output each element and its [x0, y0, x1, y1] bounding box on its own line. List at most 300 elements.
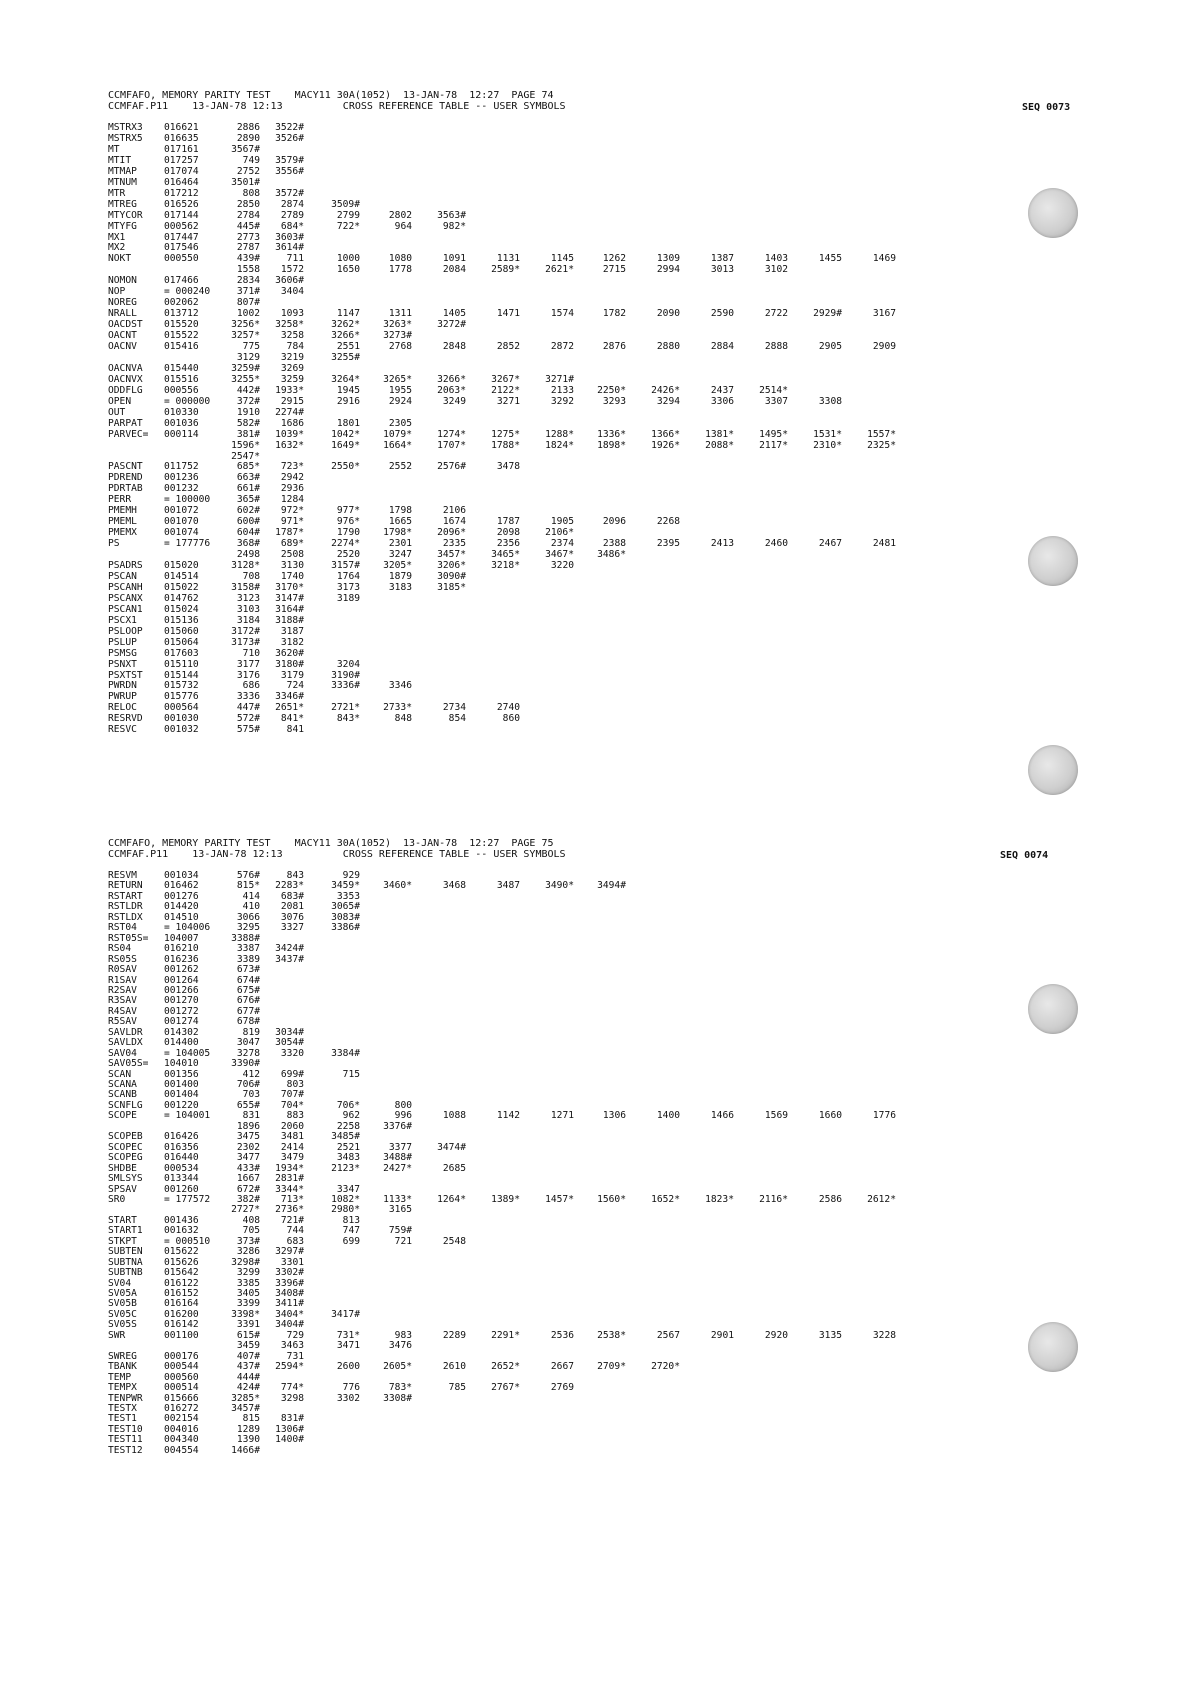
symbol-value: 016164 — [164, 1298, 199, 1310]
symbol-value: 017257 — [164, 154, 199, 166]
reference-line-number: 3173# — [231, 636, 260, 648]
reference-line-number: 1309 — [656, 253, 680, 265]
binder-hole-4 — [1028, 984, 1078, 1034]
reference-line-number: 3066 — [236, 911, 260, 923]
symbol-value: 000550 — [164, 253, 199, 265]
reference-line-number: 3295 — [236, 922, 260, 934]
reference-line-number: 655# — [236, 1099, 260, 1111]
reference-line-number: 1898* — [597, 439, 626, 451]
symbol-name: SCNFLG — [108, 1099, 143, 1111]
reference-line-number: 3459* — [331, 880, 360, 892]
reference-line-number: 442# — [236, 384, 260, 396]
reference-line-number: 2831# — [275, 1173, 304, 1185]
symbol-value: 016426 — [164, 1131, 199, 1143]
reference-line-number: 3176 — [236, 669, 260, 681]
reference-line-number: 1557* — [867, 428, 896, 440]
reference-line-number: 686 — [242, 680, 260, 692]
reference-line-number: 3474# — [437, 1141, 466, 1153]
symbol-name: OACNV — [108, 341, 137, 352]
reference-line-number: 1824* — [545, 439, 574, 451]
reference-line-number: 676# — [236, 995, 260, 1007]
reference-line-number: 2848 — [442, 341, 466, 352]
reference-line-number: 3090# — [437, 570, 466, 582]
reference-line-number: 807# — [236, 297, 260, 309]
reference-line-number: 1776 — [872, 1110, 896, 1122]
reference-line-number: 2426* — [651, 384, 680, 396]
reference-line-number: 2520 — [336, 549, 360, 561]
reference-line-number: 2283* — [275, 880, 304, 892]
reference-line-number: 2413 — [710, 538, 734, 550]
page-header-line1: CCMFAFO, MEMORY PARITY TEST MACY11 30A(1052) 13-JAN-78 12:27 PAGE 74 — [108, 90, 554, 101]
symbol-value: 001100 — [164, 1329, 199, 1341]
symbol-name: RSTART — [108, 890, 143, 902]
reference-line-number: 705 — [242, 1225, 260, 1237]
reference-line-number: 3481 — [280, 1131, 304, 1143]
symbol-value: 000114 — [164, 428, 199, 440]
reference-line-number: 706# — [236, 1079, 260, 1090]
reference-line-number: 3183 — [388, 581, 412, 593]
symbol-value: 000562 — [164, 220, 199, 232]
symbol-value: 014420 — [164, 901, 199, 913]
reference-line-number: 759# — [388, 1225, 412, 1237]
reference-line-number: 437# — [236, 1361, 260, 1373]
reference-line-number: 747 — [342, 1225, 360, 1237]
symbol-name: TEST12 — [108, 1444, 143, 1456]
reference-line-number: 3302 — [336, 1392, 360, 1404]
symbol-value: 000544 — [164, 1361, 199, 1373]
reference-line-number: 2106 — [442, 505, 466, 517]
reference-line-number: 2498 — [236, 549, 260, 561]
symbol-value: 015626 — [164, 1256, 199, 1268]
reference-line-number: 1798 — [388, 505, 412, 517]
reference-line-number: 3346# — [275, 691, 304, 703]
reference-line-number: 3308# — [383, 1392, 412, 1404]
reference-line-number: 2929# — [813, 308, 842, 320]
reference-line-number: 3302# — [275, 1267, 304, 1279]
symbol-name: TBANK — [108, 1361, 137, 1373]
reference-line-number: 3388# — [231, 932, 260, 944]
reference-line-number: 3205* — [383, 560, 412, 571]
reference-line-number: 2117* — [759, 439, 788, 451]
reference-line-number: 996 — [394, 1110, 412, 1122]
symbol-name: SCOPEB — [108, 1131, 143, 1143]
reference-line-number: 3411# — [275, 1298, 304, 1310]
reference-line-number: 1905 — [550, 516, 574, 528]
reference-line-number: 1574 — [550, 308, 574, 320]
symbol-name: PDREND — [108, 472, 143, 484]
symbol-name: TEST1 — [108, 1413, 137, 1425]
reference-line-number: 1390 — [236, 1434, 260, 1446]
symbol-value: 000556 — [164, 384, 199, 396]
reference-line-number: 2621* — [545, 264, 574, 276]
symbol-value: 014762 — [164, 592, 199, 604]
reference-line-number: 3353 — [336, 890, 360, 902]
symbol-value: 015520 — [164, 319, 199, 331]
symbol-name: PSXTST — [108, 669, 143, 681]
symbol-name: SWR — [108, 1329, 126, 1341]
reference-line-number: 445# — [236, 220, 260, 232]
symbol-value: 001400 — [164, 1079, 199, 1090]
reference-line-number: 1933* — [275, 384, 304, 396]
reference-line-number: 883 — [286, 1110, 304, 1122]
reference-line-number: 2301 — [388, 538, 412, 550]
reference-line-number: 3478 — [496, 461, 520, 473]
reference-line-number: 3391 — [236, 1319, 260, 1331]
symbol-value: 010330 — [164, 406, 199, 418]
reference-line-number: 724 — [286, 680, 304, 692]
reference-line-number: 1650 — [336, 264, 360, 276]
reference-line-number: 444# — [236, 1371, 260, 1383]
reference-line-number: 962 — [342, 1110, 360, 1122]
reference-line-number: 382# — [236, 1193, 260, 1205]
reference-line-number: 2667 — [550, 1361, 574, 1373]
symbol-value: 016236 — [164, 953, 199, 965]
reference-line-number: 710 — [242, 647, 260, 659]
reference-line-number: 1403 — [764, 253, 788, 265]
symbol-name: PSCAN1 — [108, 603, 143, 615]
reference-line-number: 721# — [280, 1214, 304, 1226]
symbol-name: PMEML — [108, 516, 137, 528]
reference-line-number: 1381* — [705, 428, 734, 440]
reference-line-number: 2915 — [280, 395, 304, 407]
symbol-value: 016142 — [164, 1319, 199, 1331]
symbol-value: 015516 — [164, 373, 199, 385]
reference-line-number: 3483 — [336, 1152, 360, 1164]
symbol-name: MSTRX5 — [108, 132, 143, 144]
symbol-value: 001220 — [164, 1099, 199, 1111]
reference-line-number: 3344* — [275, 1183, 304, 1195]
reference-line-number: 3256* — [231, 319, 260, 331]
reference-line-number: 1079* — [383, 428, 412, 440]
symbol-value: 000564 — [164, 702, 199, 714]
reference-line-number: 3385 — [236, 1277, 260, 1289]
reference-line-number: 1284 — [280, 494, 304, 506]
reference-line-number: 447# — [236, 702, 260, 714]
reference-line-number: 3204 — [336, 658, 360, 670]
symbol-name: SAVLDX — [108, 1037, 143, 1049]
reference-line-number: 2388 — [602, 538, 626, 550]
symbol-name: MTYFG — [108, 220, 137, 232]
reference-line-number: 3187 — [280, 625, 304, 637]
reference-line-number: 1289 — [236, 1423, 260, 1435]
reference-line-number: 3258* — [275, 319, 304, 331]
reference-line-number: 3486* — [597, 549, 626, 561]
reference-line-number: 3249 — [442, 395, 466, 407]
symbol-name: PMEMH — [108, 505, 137, 517]
reference-line-number: 3013 — [710, 264, 734, 276]
reference-line-number: 3556# — [275, 165, 304, 177]
reference-line-number: 1471 — [496, 308, 520, 320]
reference-line-number: 841* — [280, 713, 304, 725]
reference-line-number: 3384# — [331, 1047, 360, 1059]
reference-line-number: 2325* — [867, 439, 896, 451]
reference-line-number: 3389 — [236, 953, 260, 965]
reference-line-number: 1945 — [336, 384, 360, 396]
reference-line-number: 3054# — [275, 1037, 304, 1049]
reference-line-number: 1667 — [236, 1173, 260, 1185]
reference-line-number: 1088 — [442, 1110, 466, 1122]
symbol-value: 015136 — [164, 614, 199, 626]
reference-line-number: 1632* — [275, 439, 304, 451]
symbol-name: RELOC — [108, 702, 137, 714]
reference-line-number: 2905 — [818, 341, 842, 352]
reference-line-number: 2886 — [236, 122, 260, 133]
symbol-name: OPEN — [108, 395, 132, 407]
reference-line-number: 783* — [388, 1382, 412, 1394]
symbol-name: SMLSYS — [108, 1173, 143, 1185]
symbol-value: 016152 — [164, 1288, 199, 1299]
reference-line-number: 2289 — [442, 1329, 466, 1341]
reference-line-number: 2576# — [437, 461, 466, 473]
reference-line-number: 3129 — [236, 351, 260, 363]
reference-line-number: 1000 — [336, 253, 360, 265]
reference-line-number: 3404 — [280, 286, 304, 298]
reference-line-number: 672# — [236, 1183, 260, 1195]
reference-line-number: 3494# — [597, 880, 626, 892]
symbol-value: 001274 — [164, 1016, 199, 1028]
symbol-value: 001034 — [164, 870, 199, 881]
symbol-value: 015064 — [164, 636, 199, 648]
reference-line-number: 2850 — [236, 198, 260, 210]
reference-line-number: 1400 — [656, 1110, 680, 1122]
reference-line-number: 854 — [448, 713, 466, 725]
symbol-value: 015022 — [164, 581, 199, 593]
reference-line-number: 3347 — [336, 1183, 360, 1195]
symbol-value: 001232 — [164, 483, 199, 495]
reference-line-number: 2081 — [280, 901, 304, 913]
symbol-value: 015732 — [164, 680, 199, 692]
symbol-value: 000534 — [164, 1162, 199, 1174]
reference-line-number: 3179 — [280, 669, 304, 681]
reference-line-number: 831 — [242, 1110, 260, 1122]
reference-line-number: 3579# — [275, 154, 304, 166]
reference-line-number: 2802 — [388, 209, 412, 221]
symbol-name: NOKT — [108, 253, 132, 265]
reference-line-number: 2460 — [764, 538, 788, 550]
reference-line-number: 1466 — [710, 1110, 734, 1122]
reference-line-number: 2547* — [231, 450, 260, 462]
reference-line-number: 3076 — [280, 911, 304, 923]
reference-line-number: 683 — [286, 1235, 304, 1247]
reference-line-number: 1264* — [437, 1193, 466, 1205]
reference-line-number: 699 — [342, 1235, 360, 1247]
reference-line-number: 3336 — [236, 691, 260, 703]
reference-line-number: 3465* — [491, 549, 520, 561]
reference-line-number: 1910 — [236, 406, 260, 418]
symbol-name: PSNXT — [108, 658, 137, 670]
reference-line-number: 2427* — [383, 1162, 412, 1174]
reference-line-number: 3269 — [280, 362, 304, 374]
reference-line-number: 3273# — [383, 330, 412, 342]
reference-line-number: 661# — [236, 483, 260, 495]
reference-line-number: 368# — [236, 538, 260, 550]
reference-line-number: 3479 — [280, 1152, 304, 1164]
symbol-value: 002062 — [164, 297, 199, 309]
reference-line-number: 3293 — [602, 395, 626, 407]
reference-line-number: 1336* — [597, 428, 626, 440]
symbol-name: MTR — [108, 187, 126, 199]
reference-line-number: 1572 — [280, 264, 304, 276]
reference-line-number: 372# — [236, 395, 260, 407]
symbol-value: 016440 — [164, 1152, 199, 1164]
symbol-value: 014514 — [164, 570, 199, 582]
symbol-value: 001070 — [164, 516, 199, 528]
symbol-value: 014302 — [164, 1026, 199, 1038]
symbol-value: 015622 — [164, 1246, 199, 1258]
reference-line-number: 3228 — [872, 1329, 896, 1341]
reference-line-number: 3257* — [231, 330, 260, 342]
reference-line-number: 813 — [342, 1214, 360, 1226]
reference-line-number: 1665 — [388, 516, 412, 528]
reference-line-number: 433# — [236, 1162, 260, 1174]
symbol-value: 016122 — [164, 1277, 199, 1289]
reference-line-number: 707# — [280, 1089, 304, 1101]
symbol-name: R4SAV — [108, 1005, 137, 1017]
reference-line-number: 713* — [280, 1193, 304, 1205]
symbol-name: SPSAV — [108, 1183, 137, 1195]
symbol-value: 015020 — [164, 560, 199, 571]
reference-line-number: 2305 — [388, 417, 412, 429]
reference-line-number: 1778 — [388, 264, 412, 276]
reference-line-number: 412 — [242, 1068, 260, 1080]
symbol-name: MTREG — [108, 198, 137, 210]
reference-line-number: 723* — [280, 461, 304, 473]
symbol-value: 001356 — [164, 1068, 199, 1080]
reference-line-number: 2942 — [280, 472, 304, 484]
reference-line-number: 3218* — [491, 560, 520, 571]
reference-line-number: 2122* — [491, 384, 520, 396]
reference-line-number: 3294 — [656, 395, 680, 407]
reference-line-number: 2752 — [236, 165, 260, 177]
reference-line-number: 1782 — [602, 308, 626, 320]
symbol-value: 001436 — [164, 1214, 199, 1226]
symbol-value: 017603 — [164, 647, 199, 659]
reference-line-number: 3424# — [275, 943, 304, 955]
reference-line-number: 1400# — [275, 1434, 304, 1446]
reference-line-number: 2888 — [764, 341, 788, 352]
symbol-name: TEMPX — [108, 1382, 137, 1394]
reference-line-number: 3457# — [231, 1402, 260, 1414]
reference-line-number: 2651* — [275, 702, 304, 714]
reference-line-number: 3488# — [383, 1152, 412, 1164]
reference-line-number: 721 — [394, 1235, 412, 1247]
symbol-value: 013344 — [164, 1173, 199, 1185]
symbol-value: 015522 — [164, 330, 199, 342]
reference-line-number: 2116* — [759, 1193, 788, 1205]
symbol-name: R3SAV — [108, 995, 137, 1007]
reference-line-number: 1275* — [491, 428, 520, 440]
reference-line-number: 3336# — [331, 680, 360, 692]
reference-line-number: 3398* — [231, 1308, 260, 1320]
symbol-value: 015024 — [164, 603, 199, 615]
reference-line-number: 2734 — [442, 702, 466, 714]
symbol-name: TESTX — [108, 1402, 137, 1414]
reference-line-number: 1145 — [550, 253, 574, 265]
reference-line-number: 1596* — [231, 439, 260, 451]
reference-line-number: 1879 — [388, 570, 412, 582]
symbol-value: 004340 — [164, 1434, 199, 1446]
reference-line-number: 3259 — [280, 373, 304, 385]
reference-line-number: 2876 — [602, 341, 626, 352]
reference-line-number: 2302 — [236, 1141, 260, 1153]
reference-line-number: 2356 — [496, 538, 520, 550]
reference-line-number: 964 — [394, 220, 412, 232]
reference-line-number: 2773 — [236, 231, 260, 243]
reference-line-number: 3255* — [231, 373, 260, 385]
reference-line-number: 3167 — [872, 308, 896, 320]
reference-line-number: 699# — [280, 1068, 304, 1080]
reference-line-number: 2590 — [710, 308, 734, 320]
symbol-value: = 000510 — [164, 1235, 211, 1247]
reference-line-number: 2784 — [236, 209, 260, 221]
reference-line-number: 1823* — [705, 1193, 734, 1205]
symbol-value: 013712 — [164, 308, 199, 320]
reference-line-number: 3259# — [231, 362, 260, 374]
reference-line-number: 3103 — [236, 603, 260, 615]
symbol-name: SCOPEC — [108, 1141, 143, 1153]
symbol-name: PDRTAB — [108, 483, 143, 495]
reference-line-number: 2736* — [275, 1204, 304, 1216]
reference-line-number: 815* — [236, 880, 260, 892]
reference-line-number: 2548 — [442, 1235, 466, 1247]
reference-line-number: 1131 — [496, 253, 520, 265]
reference-line-number: 3460* — [383, 880, 412, 892]
reference-line-number: 3327 — [280, 922, 304, 934]
symbol-name: PWRUP — [108, 691, 137, 703]
reference-line-number: 2133 — [550, 384, 574, 396]
reference-line-number: 2594* — [275, 1361, 304, 1373]
reference-line-number: 3083# — [331, 911, 360, 923]
reference-line-number: 582# — [236, 417, 260, 429]
reference-line-number: 2924 — [388, 395, 412, 407]
reference-line-number: 3292 — [550, 395, 574, 407]
reference-line-number: 2274* — [331, 538, 360, 550]
reference-line-number: 3265* — [383, 373, 412, 385]
symbol-name: SCOPE — [108, 1110, 137, 1122]
reference-line-number: 711 — [286, 253, 304, 265]
symbol-name: R0SAV — [108, 964, 137, 976]
reference-line-number: 615# — [236, 1329, 260, 1341]
reference-line-number: 1147 — [336, 308, 360, 320]
symbol-value: 001260 — [164, 1183, 199, 1195]
reference-line-number: 971* — [280, 516, 304, 528]
reference-line-number: 3299 — [236, 1267, 260, 1279]
symbol-value: 015416 — [164, 341, 199, 352]
reference-line-number: 1707* — [437, 439, 466, 451]
symbol-value: 001270 — [164, 995, 199, 1007]
reference-line-number: 1082* — [331, 1193, 360, 1205]
reference-line-number: 3206* — [437, 560, 466, 571]
reference-line-number: 731 — [286, 1350, 304, 1362]
reference-line-number: 3220 — [550, 560, 574, 571]
reference-line-number: 2874 — [280, 198, 304, 210]
reference-line-number: 2872 — [550, 341, 574, 352]
symbol-value: 017161 — [164, 143, 199, 155]
reference-line-number: 2374 — [550, 538, 574, 550]
symbol-value: 016210 — [164, 943, 199, 955]
reference-line-number: 1405 — [442, 308, 466, 320]
reference-line-number: 2106* — [545, 527, 574, 539]
reference-line-number: 3485# — [331, 1131, 360, 1143]
reference-line-number: 2916 — [336, 395, 360, 407]
reference-line-number: 1469 — [872, 253, 896, 265]
reference-line-number: 3399 — [236, 1298, 260, 1310]
reference-line-number: 2521 — [336, 1141, 360, 1153]
symbol-name: SV05C — [108, 1308, 137, 1320]
symbol-name: MX1 — [108, 231, 126, 243]
symbol-value: 001032 — [164, 724, 199, 736]
symbol-name: TENPWR — [108, 1392, 143, 1404]
